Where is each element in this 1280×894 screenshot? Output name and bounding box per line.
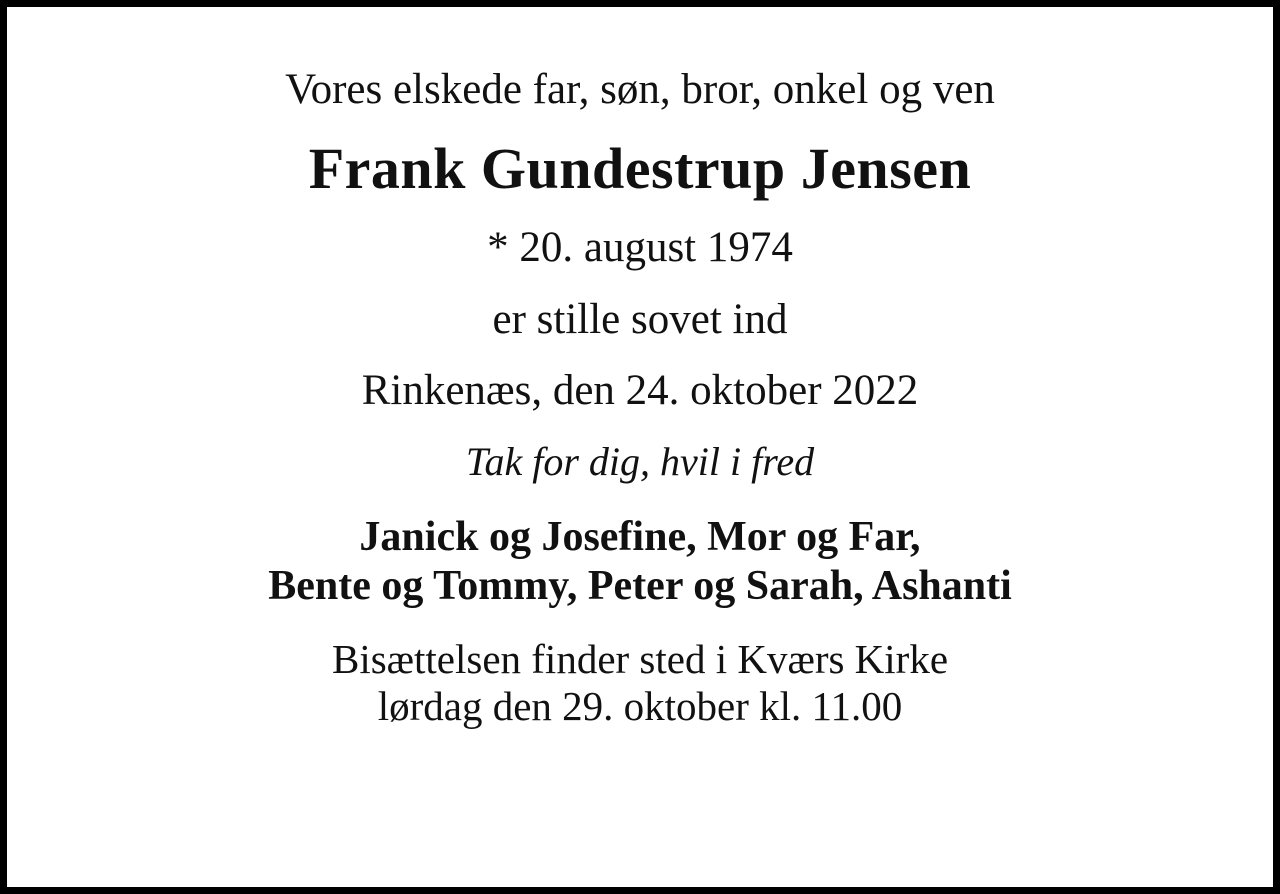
intro-line: Vores elskede far, søn, bror, onkel og ven [285, 66, 995, 113]
passing-phrase: er stille sovet ind [492, 295, 788, 343]
survivors-block [268, 513, 1012, 610]
survivors-line-1: Janick og Josefine, Mor og Far, [359, 514, 921, 561]
birth-date: * 20. august 1974 [487, 224, 793, 272]
deceased-name: Frank Gundestrup Jensen [308, 136, 972, 202]
funeral-location-line: Bisættelsen finder sted i Kværs Kirke [331, 636, 949, 683]
survivors-line-2: Bente og Tommy, Peter og Sarah, Ashanti [268, 562, 1012, 609]
funeral-time-line: lørdag den 29. oktober kl. 11.00 [377, 683, 903, 730]
farewell-message: Tak for dig, hvil i fred [465, 439, 815, 485]
funeral-details-block [332, 636, 948, 730]
place-and-date-of-death: Rinkenæs, den 24. oktober 2022 [361, 367, 919, 414]
